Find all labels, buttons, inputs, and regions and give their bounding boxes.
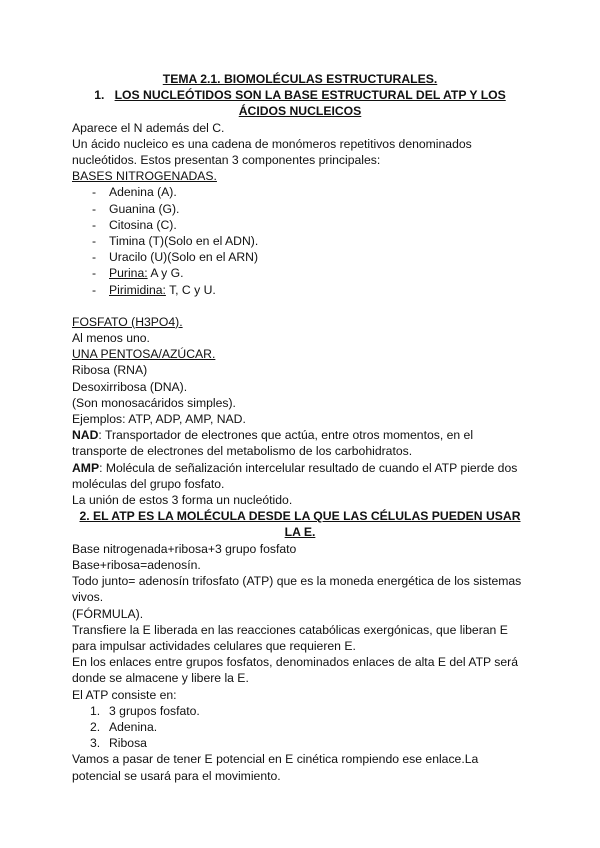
list-item xyxy=(72,703,528,719)
intro-line-1: Aparece el N además del C. xyxy=(72,120,225,135)
bases-list xyxy=(72,184,528,297)
fosfato-text: Al menos uno. xyxy=(72,331,150,346)
nad-definition xyxy=(72,427,528,459)
list-text: Adenina. xyxy=(109,719,158,734)
fosfato-heading: FOSFATO (H3PO4). xyxy=(72,314,183,329)
pentosa-closing: La unión de estos 3 forma un nucleótido. xyxy=(72,493,293,508)
section-2-line: El ATP consiste en: xyxy=(72,687,177,702)
section-1-heading xyxy=(72,87,528,119)
list-item-purina xyxy=(72,265,528,281)
list-item: - Citosina (C). xyxy=(72,217,528,233)
section-1-number: 1. xyxy=(94,88,105,103)
list-item: - Guanina (G). xyxy=(72,201,528,217)
list-number: 1. xyxy=(90,703,101,718)
section-2-line: Base nitrogenada+ribosa+3 grupo fosfato xyxy=(72,541,297,556)
section-2-line: En los enlaces entre grupos fosfatos, denominados enlaces de alta E del ATP será donde se almacene y libere la E. xyxy=(72,655,519,686)
amp-text: : Molécula de señalización intercelular resultado de cuando el ATP pierde dos moléculas del grupo fosfato. xyxy=(72,460,518,491)
purina-label: Purina: xyxy=(109,266,148,281)
section-2-line: (FÓRMULA). xyxy=(72,606,144,621)
pentosa-heading: UNA PENTOSA/AZÚCAR. xyxy=(72,347,216,362)
section-2-heading: 2. EL ATP ES LA MOLÉCULA DESDE LA QUE LAS CÉLULAS PUEDEN USAR LA E. xyxy=(79,509,521,540)
list-item: - Adenina (A). xyxy=(72,184,528,200)
section-1-title: LOS NUCLEÓTIDOS SON LA BASE ESTRUCTURAL DEL ATP Y LOS ÁCIDOS NUCLEICOS xyxy=(114,88,506,119)
list-item xyxy=(72,719,528,735)
pirimidina-label: Pirimidina: xyxy=(109,282,166,297)
pentosa-line: Desoxirribosa (DNA). xyxy=(72,379,188,394)
section-2-closing: Vamos a pasar de tener E potencial en E cinética rompiendo ese enlace.La potencial se usará para el movimiento. xyxy=(72,752,479,783)
section-2-line: Transfiere la E liberada en las reacciones catabólicas exergónicas, que liberan E para impulsar actividades celulares que requieren E. xyxy=(72,622,508,653)
document-body xyxy=(72,71,528,784)
pentosa-line: Ejemplos: ATP, ADP, AMP, NAD. xyxy=(72,412,246,427)
section-2-line: Base+ribosa=adenosín. xyxy=(72,557,201,572)
spacer xyxy=(72,298,528,314)
amp-label: AMP xyxy=(72,460,100,475)
list-item-pirimidina xyxy=(72,282,528,298)
intro-line-2: Un ácido nucleico es una cadena de monómeros repetitivos denominados nucleótidos. Estos presentan 3 componentes principales: xyxy=(72,136,472,168)
list-item: - Timina (T)(Solo en el ADN). xyxy=(72,233,528,249)
section-2-line: Todo junto= adenosín trifosfato (ATP) que es la moneda energética de los sistemas vivos. xyxy=(72,574,522,605)
list-text: Ribosa xyxy=(109,736,147,751)
nad-label: NAD xyxy=(72,428,99,443)
bases-heading: BASES NITROGENADAS. xyxy=(72,169,217,184)
list-text: 3 grupos fosfato. xyxy=(109,703,200,718)
atp-components-list xyxy=(72,703,528,752)
list-item: - Uracilo (U)(Solo en el ARN) xyxy=(72,249,528,265)
amp-definition xyxy=(72,460,528,492)
pentosa-line: Ribosa (RNA) xyxy=(72,363,148,378)
list-item xyxy=(72,735,528,751)
purina-value: A y G. xyxy=(147,266,184,281)
pirimidina-value: T, C y U. xyxy=(165,282,216,297)
nad-text: : Transportador de electrones que actúa, entre otros momentos, en el transporte de electrones del metabolismo de los carbohidratos. xyxy=(72,428,474,459)
list-number: 2. xyxy=(90,719,101,734)
pentosa-line: (Son monosacáridos simples). xyxy=(72,395,236,410)
list-number: 3. xyxy=(90,736,101,751)
page-title: TEMA 2.1. BIOMOLÉCULAS ESTRUCTURALES. xyxy=(162,72,438,86)
